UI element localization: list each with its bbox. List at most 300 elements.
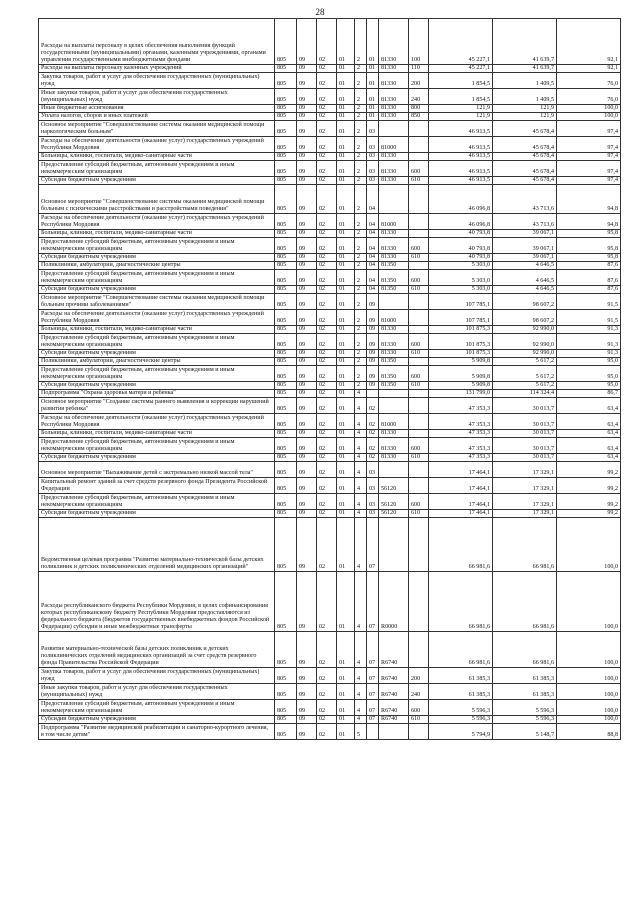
section-code: 09 bbox=[297, 137, 317, 153]
event-code: 09 bbox=[367, 326, 379, 334]
plan-amount: 107 785,1 bbox=[429, 310, 493, 326]
section-code: 09 bbox=[297, 398, 317, 414]
execution-percent: 63,4 bbox=[557, 430, 621, 438]
section-code: 09 bbox=[297, 430, 317, 438]
plan-amount: 5 303,0 bbox=[429, 286, 493, 294]
row-name: Расходы на обеспечение деятельности (оказание услуг) государственных учреждений Республики Мордовия bbox=[39, 414, 275, 430]
program-code: 01 bbox=[337, 214, 355, 230]
fact-amount: 1 409,5 bbox=[493, 73, 557, 89]
program-code: 01 bbox=[337, 716, 355, 724]
subsection-code: 02 bbox=[317, 73, 337, 89]
plan-amount: 46 913,5 bbox=[429, 161, 493, 177]
fact-amount: 61 385,3 bbox=[493, 684, 557, 700]
plan-amount: 40 793,8 bbox=[429, 238, 493, 254]
row-name: Расходы на обеспечение деятельности (оказание услуг) государственных учреждений Республики Мордовия bbox=[39, 214, 275, 230]
section-code: 09 bbox=[297, 358, 317, 366]
expense-type-code bbox=[409, 478, 429, 494]
row-name: Подпрограмма "Развитие медицинской реабилитации и санаторно-курортного лечения, в том числе детям" bbox=[39, 724, 275, 740]
subprogram-code: 4 bbox=[355, 414, 367, 430]
event-code: 02 bbox=[367, 398, 379, 414]
expense-type-code bbox=[409, 430, 429, 438]
ved-code: 805 bbox=[275, 230, 297, 238]
row-name: Иные закупки товаров, работ и услуг для обеспечения государственных (муниципальных) нужд bbox=[39, 89, 275, 105]
section-code: 09 bbox=[297, 161, 317, 177]
row-name: Закупка товаров, работ и услуг для обеспечения государственных (муниципальных) нужд bbox=[39, 73, 275, 89]
table-row bbox=[39, 73, 621, 89]
fact-amount: 41 639,7 bbox=[493, 19, 557, 65]
subsection-code: 02 bbox=[317, 262, 337, 270]
expense-type-code bbox=[409, 294, 429, 310]
program-code: 01 bbox=[337, 113, 355, 121]
fact-amount: 5 617,2 bbox=[493, 382, 557, 390]
execution-percent: 76,0 bbox=[557, 73, 621, 89]
execution-percent: 88,8 bbox=[557, 724, 621, 740]
execution-percent: 95,0 bbox=[557, 358, 621, 366]
target-code: R6740 bbox=[379, 632, 409, 668]
table-row bbox=[39, 334, 621, 350]
target-code: 81000 bbox=[379, 414, 409, 430]
target-code: 81330 bbox=[379, 454, 409, 462]
program-code: 01 bbox=[337, 494, 355, 510]
section-code: 09 bbox=[297, 350, 317, 358]
execution-percent: 100,0 bbox=[557, 113, 621, 121]
subsection-code: 02 bbox=[317, 230, 337, 238]
ved-code: 805 bbox=[275, 254, 297, 262]
fact-amount: 66 981,6 bbox=[493, 632, 557, 668]
plan-amount: 17 464,1 bbox=[429, 478, 493, 494]
subprogram-code: 2 bbox=[355, 254, 367, 262]
row-name: Предоставление субсидий бюджетным, автономным учреждениям и иным некоммерческим организациям bbox=[39, 366, 275, 382]
ved-code: 805 bbox=[275, 632, 297, 668]
ved-code: 805 bbox=[275, 668, 297, 684]
fact-amount: 4 646,5 bbox=[493, 286, 557, 294]
subprogram-code: 4 bbox=[355, 716, 367, 724]
subprogram-code: 2 bbox=[355, 270, 367, 286]
expense-type-code: 110 bbox=[409, 65, 429, 73]
ved-code: 805 bbox=[275, 294, 297, 310]
subprogram-code: 2 bbox=[355, 161, 367, 177]
fact-amount: 45 678,4 bbox=[493, 161, 557, 177]
target-code: 81350 bbox=[379, 358, 409, 366]
fact-amount: 5 617,2 bbox=[493, 366, 557, 382]
table-row bbox=[39, 153, 621, 161]
expense-type-code bbox=[409, 398, 429, 414]
plan-amount: 5 909,8 bbox=[429, 366, 493, 382]
ved-code: 805 bbox=[275, 454, 297, 462]
plan-amount: 47 353,3 bbox=[429, 454, 493, 462]
row-name: Основное мероприятие "Совершенствование системы оказания медицинской помощи наркологическим больным" bbox=[39, 121, 275, 137]
subsection-code: 02 bbox=[317, 326, 337, 334]
ved-code: 805 bbox=[275, 430, 297, 438]
section-code: 09 bbox=[297, 572, 317, 632]
program-code: 01 bbox=[337, 254, 355, 262]
target-code: 81330 bbox=[379, 326, 409, 334]
section-code: 09 bbox=[297, 286, 317, 294]
target-code: 81330 bbox=[379, 350, 409, 358]
row-name: Субсидии бюджетным учреждениям bbox=[39, 350, 275, 358]
execution-percent: 91,3 bbox=[557, 350, 621, 358]
table-row bbox=[39, 700, 621, 716]
plan-amount: 17 464,1 bbox=[429, 510, 493, 518]
fact-amount: 17 329,1 bbox=[493, 494, 557, 510]
target-code: 81330 bbox=[379, 19, 409, 65]
expense-type-code bbox=[409, 390, 429, 398]
plan-amount: 17 464,1 bbox=[429, 462, 493, 478]
execution-percent: 99,2 bbox=[557, 494, 621, 510]
ved-code: 805 bbox=[275, 121, 297, 137]
row-name: Предоставление субсидий бюджетным, автономным учреждениям и иным некоммерческим организациям bbox=[39, 438, 275, 454]
event-code: 04 bbox=[367, 262, 379, 270]
subprogram-code: 4 bbox=[355, 518, 367, 572]
table-row bbox=[39, 137, 621, 153]
row-name: Субсидии бюджетным учреждениям bbox=[39, 454, 275, 462]
expense-type-code bbox=[409, 414, 429, 430]
ved-code: 805 bbox=[275, 366, 297, 382]
fact-amount: 98 607,2 bbox=[493, 310, 557, 326]
execution-percent: 92,1 bbox=[557, 65, 621, 73]
fact-amount: 45 678,4 bbox=[493, 153, 557, 161]
target-code bbox=[379, 398, 409, 414]
subprogram-code: 4 bbox=[355, 494, 367, 510]
execution-percent: 100,0 bbox=[557, 700, 621, 716]
section-code: 09 bbox=[297, 366, 317, 382]
table-row bbox=[39, 478, 621, 494]
subprogram-code: 2 bbox=[355, 286, 367, 294]
program-code: 01 bbox=[337, 390, 355, 398]
subsection-code: 02 bbox=[317, 177, 337, 185]
subprogram-code: 2 bbox=[355, 262, 367, 270]
plan-amount: 46 096,8 bbox=[429, 214, 493, 230]
expense-type-code: 240 bbox=[409, 89, 429, 105]
plan-amount: 1 854,5 bbox=[429, 73, 493, 89]
program-code: 01 bbox=[337, 632, 355, 668]
target-code: 81350 bbox=[379, 262, 409, 270]
table-row bbox=[39, 185, 621, 214]
ved-code: 805 bbox=[275, 177, 297, 185]
fact-amount: 92 990,0 bbox=[493, 326, 557, 334]
execution-percent: 63,4 bbox=[557, 454, 621, 462]
subprogram-code: 2 bbox=[355, 326, 367, 334]
subsection-code: 02 bbox=[317, 462, 337, 478]
event-code: 01 bbox=[367, 65, 379, 73]
program-code: 01 bbox=[337, 398, 355, 414]
target-code: R6740 bbox=[379, 700, 409, 716]
ved-code: 805 bbox=[275, 19, 297, 65]
expense-type-code bbox=[409, 185, 429, 214]
event-code bbox=[367, 724, 379, 740]
row-name: Уплата налогов, сборов и иных платежей bbox=[39, 113, 275, 121]
program-code: 01 bbox=[337, 382, 355, 390]
plan-amount: 66 981,6 bbox=[429, 572, 493, 632]
row-name: Субсидии бюджетным учреждениям bbox=[39, 177, 275, 185]
section-code: 09 bbox=[297, 294, 317, 310]
plan-amount: 131 799,0 bbox=[429, 390, 493, 398]
subprogram-code: 2 bbox=[355, 137, 367, 153]
section-code: 09 bbox=[297, 510, 317, 518]
subprogram-code: 4 bbox=[355, 398, 367, 414]
section-code: 09 bbox=[297, 632, 317, 668]
row-name: Поликлиники, амбулатории, диагностические центры bbox=[39, 262, 275, 270]
event-code: 07 bbox=[367, 572, 379, 632]
table-row bbox=[39, 454, 621, 462]
ved-code: 805 bbox=[275, 262, 297, 270]
subsection-code: 02 bbox=[317, 161, 337, 177]
program-code: 01 bbox=[337, 414, 355, 430]
plan-amount: 40 793,8 bbox=[429, 254, 493, 262]
row-name: Закупка товаров, работ и услуг для обеспечения государственных (муниципальных) нужд bbox=[39, 668, 275, 684]
row-name: Основное мероприятие "Выхаживание детей с экстремально низкой массой тела" bbox=[39, 462, 275, 478]
fact-amount: 5 617,2 bbox=[493, 358, 557, 366]
plan-amount: 46 913,5 bbox=[429, 121, 493, 137]
target-code: 81330 bbox=[379, 153, 409, 161]
ved-code: 805 bbox=[275, 113, 297, 121]
target-code: 56120 bbox=[379, 510, 409, 518]
program-code: 01 bbox=[337, 326, 355, 334]
section-code: 09 bbox=[297, 185, 317, 214]
program-code: 01 bbox=[337, 454, 355, 462]
fact-amount: 39 067,1 bbox=[493, 254, 557, 262]
subprogram-code: 2 bbox=[355, 121, 367, 137]
fact-amount: 66 981,6 bbox=[493, 572, 557, 632]
event-code: 09 bbox=[367, 382, 379, 390]
row-name: Предоставление субсидий бюджетным, автономным учреждениям и иным некоммерческим организациям bbox=[39, 700, 275, 716]
subsection-code: 02 bbox=[317, 65, 337, 73]
event-code: 04 bbox=[367, 230, 379, 238]
table-row bbox=[39, 414, 621, 430]
plan-amount: 47 353,3 bbox=[429, 414, 493, 430]
event-code: 01 bbox=[367, 105, 379, 113]
row-name: Ведомственная целевая программа "Развитие материально-технической базы детских поликлиник и детских поликлинических отделений медицинских организаций" bbox=[39, 518, 275, 572]
program-code: 01 bbox=[337, 724, 355, 740]
row-name: Развитие материально-технической базы детских поликлиник и детских поликлинических отделений медицинских организаций за счет средств резервного фонда Правительства Российской Федерации bbox=[39, 632, 275, 668]
fact-amount: 17 329,1 bbox=[493, 510, 557, 518]
program-code: 01 bbox=[337, 270, 355, 286]
target-code: R0000 bbox=[379, 572, 409, 632]
event-code: 03 bbox=[367, 510, 379, 518]
event-code: 02 bbox=[367, 414, 379, 430]
table-row bbox=[39, 510, 621, 518]
target-code: 81330 bbox=[379, 113, 409, 121]
subsection-code: 02 bbox=[317, 334, 337, 350]
row-name: Основное мероприятие "Совершенствование системы оказания медицинской помощи больным прочими заболеваниями" bbox=[39, 294, 275, 310]
fact-amount: 4 646,5 bbox=[493, 270, 557, 286]
subsection-code: 02 bbox=[317, 185, 337, 214]
plan-amount: 47 353,3 bbox=[429, 398, 493, 414]
execution-percent: 100,0 bbox=[557, 632, 621, 668]
section-code: 09 bbox=[297, 153, 317, 161]
table-row bbox=[39, 121, 621, 137]
execution-percent: 95,8 bbox=[557, 230, 621, 238]
expense-type-code bbox=[409, 121, 429, 137]
ved-code: 805 bbox=[275, 390, 297, 398]
target-code: 81000 bbox=[379, 214, 409, 230]
target-code: 81330 bbox=[379, 177, 409, 185]
subsection-code: 02 bbox=[317, 89, 337, 105]
event-code: 04 bbox=[367, 254, 379, 262]
target-code: 81330 bbox=[379, 254, 409, 262]
plan-amount: 66 981,6 bbox=[429, 518, 493, 572]
row-name: Больницы, клиники, госпитали, медико-санитарные части bbox=[39, 153, 275, 161]
plan-amount: 45 227,1 bbox=[429, 65, 493, 73]
subprogram-code: 2 bbox=[355, 358, 367, 366]
section-code: 09 bbox=[297, 121, 317, 137]
expense-type-code bbox=[409, 310, 429, 326]
section-code: 09 bbox=[297, 326, 317, 334]
plan-amount: 101 875,3 bbox=[429, 350, 493, 358]
ved-code: 805 bbox=[275, 494, 297, 510]
execution-percent: 97,4 bbox=[557, 137, 621, 153]
expense-type-code bbox=[409, 724, 429, 740]
execution-percent: 86,7 bbox=[557, 390, 621, 398]
table-row bbox=[39, 161, 621, 177]
section-code: 09 bbox=[297, 310, 317, 326]
ved-code: 805 bbox=[275, 89, 297, 105]
program-code: 01 bbox=[337, 161, 355, 177]
section-code: 09 bbox=[297, 462, 317, 478]
subprogram-code: 4 bbox=[355, 430, 367, 438]
section-code: 09 bbox=[297, 454, 317, 462]
execution-percent: 95,0 bbox=[557, 366, 621, 382]
row-name: Предоставление субсидий бюджетным, автономным учреждениям и иным некоммерческим организациям bbox=[39, 494, 275, 510]
subsection-code: 02 bbox=[317, 478, 337, 494]
row-name: Субсидии бюджетным учреждениям bbox=[39, 254, 275, 262]
ved-code: 805 bbox=[275, 73, 297, 89]
row-name: Иные бюджетные ассигнования bbox=[39, 105, 275, 113]
row-name: Больницы, клиники, госпитали, медико-санитарные части bbox=[39, 430, 275, 438]
program-code: 01 bbox=[337, 185, 355, 214]
table-row bbox=[39, 286, 621, 294]
expense-type-code: 240 bbox=[409, 684, 429, 700]
target-code: 81350 bbox=[379, 270, 409, 286]
table-row bbox=[39, 724, 621, 740]
target-code: R6740 bbox=[379, 668, 409, 684]
fact-amount: 45 678,4 bbox=[493, 121, 557, 137]
program-code: 01 bbox=[337, 358, 355, 366]
section-code: 09 bbox=[297, 65, 317, 73]
event-code: 09 bbox=[367, 334, 379, 350]
target-code: 81000 bbox=[379, 137, 409, 153]
execution-percent: 76,0 bbox=[557, 89, 621, 105]
target-code: 81330 bbox=[379, 73, 409, 89]
subsection-code: 02 bbox=[317, 716, 337, 724]
expense-type-code bbox=[409, 358, 429, 366]
target-code bbox=[379, 518, 409, 572]
fact-amount: 66 981,6 bbox=[493, 518, 557, 572]
subsection-code: 02 bbox=[317, 510, 337, 518]
execution-percent: 100,0 bbox=[557, 716, 621, 724]
subsection-code: 02 bbox=[317, 238, 337, 254]
subsection-code: 02 bbox=[317, 294, 337, 310]
program-code: 01 bbox=[337, 230, 355, 238]
fact-amount: 61 385,3 bbox=[493, 668, 557, 684]
table-row bbox=[39, 326, 621, 334]
subprogram-code: 2 bbox=[355, 89, 367, 105]
table-row bbox=[39, 214, 621, 230]
subprogram-code: 2 bbox=[355, 177, 367, 185]
execution-percent: 100,0 bbox=[557, 105, 621, 113]
fact-amount: 1 409,5 bbox=[493, 89, 557, 105]
execution-percent: 100,0 bbox=[557, 668, 621, 684]
execution-percent: 97,4 bbox=[557, 153, 621, 161]
section-code: 09 bbox=[297, 438, 317, 454]
fact-amount: 45 678,4 bbox=[493, 177, 557, 185]
plan-amount: 17 464,1 bbox=[429, 494, 493, 510]
subsection-code: 02 bbox=[317, 105, 337, 113]
target-code: R6740 bbox=[379, 716, 409, 724]
program-code: 01 bbox=[337, 105, 355, 113]
subsection-code: 02 bbox=[317, 153, 337, 161]
row-name: Субсидии бюджетным учреждениям bbox=[39, 510, 275, 518]
fact-amount: 39 067,1 bbox=[493, 230, 557, 238]
target-code bbox=[379, 462, 409, 478]
table-row bbox=[39, 358, 621, 366]
subprogram-code: 2 bbox=[355, 185, 367, 214]
expense-type-code: 600 bbox=[409, 161, 429, 177]
subprogram-code: 2 bbox=[355, 238, 367, 254]
row-name: Предоставление субсидий бюджетным, автономным учреждениям и иным некоммерческим организациям bbox=[39, 270, 275, 286]
program-code: 01 bbox=[337, 177, 355, 185]
subprogram-code: 4 bbox=[355, 478, 367, 494]
ved-code: 805 bbox=[275, 438, 297, 454]
row-name: Поликлиники, амбулатории, диагностические центры bbox=[39, 358, 275, 366]
ved-code: 805 bbox=[275, 334, 297, 350]
execution-percent: 100,0 bbox=[557, 518, 621, 572]
program-code: 01 bbox=[337, 286, 355, 294]
ved-code: 805 bbox=[275, 572, 297, 632]
event-code: 07 bbox=[367, 518, 379, 572]
plan-amount: 40 793,8 bbox=[429, 230, 493, 238]
ved-code: 805 bbox=[275, 700, 297, 716]
event-code bbox=[367, 390, 379, 398]
event-code: 04 bbox=[367, 270, 379, 286]
table-row bbox=[39, 366, 621, 382]
section-code: 09 bbox=[297, 238, 317, 254]
plan-amount: 5 303,0 bbox=[429, 262, 493, 270]
table-row bbox=[39, 19, 621, 65]
section-code: 09 bbox=[297, 390, 317, 398]
ved-code: 805 bbox=[275, 684, 297, 700]
subsection-code: 02 bbox=[317, 390, 337, 398]
row-name: Расходы на обеспечение деятельности (оказание услуг) государственных учреждений Республики Мордовия bbox=[39, 137, 275, 153]
table-row bbox=[39, 105, 621, 113]
fact-amount: 114 324,4 bbox=[493, 390, 557, 398]
plan-amount: 46 913,5 bbox=[429, 153, 493, 161]
fact-amount: 39 067,1 bbox=[493, 238, 557, 254]
expense-type-code: 610 bbox=[409, 286, 429, 294]
subsection-code: 02 bbox=[317, 19, 337, 65]
table-row bbox=[39, 238, 621, 254]
expense-type-code bbox=[409, 137, 429, 153]
subsection-code: 02 bbox=[317, 684, 337, 700]
fact-amount: 92 990,0 bbox=[493, 350, 557, 358]
expense-type-code bbox=[409, 518, 429, 572]
plan-amount: 45 227,1 bbox=[429, 19, 493, 65]
execution-percent: 92,1 bbox=[557, 19, 621, 65]
plan-amount: 101 875,3 bbox=[429, 326, 493, 334]
row-name: Больницы, клиники, госпитали, медико-санитарные части bbox=[39, 230, 275, 238]
event-code: 03 bbox=[367, 177, 379, 185]
row-name: Основное мероприятие "Совершенствование системы оказания медицинской помощи больным с психическими расстройствами и расстройствами поведения" bbox=[39, 185, 275, 214]
event-code: 04 bbox=[367, 214, 379, 230]
ved-code: 805 bbox=[275, 65, 297, 73]
execution-percent: 63,4 bbox=[557, 398, 621, 414]
program-code: 01 bbox=[337, 462, 355, 478]
target-code: 81350 bbox=[379, 366, 409, 382]
plan-amount: 47 353,3 bbox=[429, 430, 493, 438]
execution-percent: 95,8 bbox=[557, 254, 621, 262]
expense-type-code: 610 bbox=[409, 177, 429, 185]
execution-percent: 95,0 bbox=[557, 382, 621, 390]
